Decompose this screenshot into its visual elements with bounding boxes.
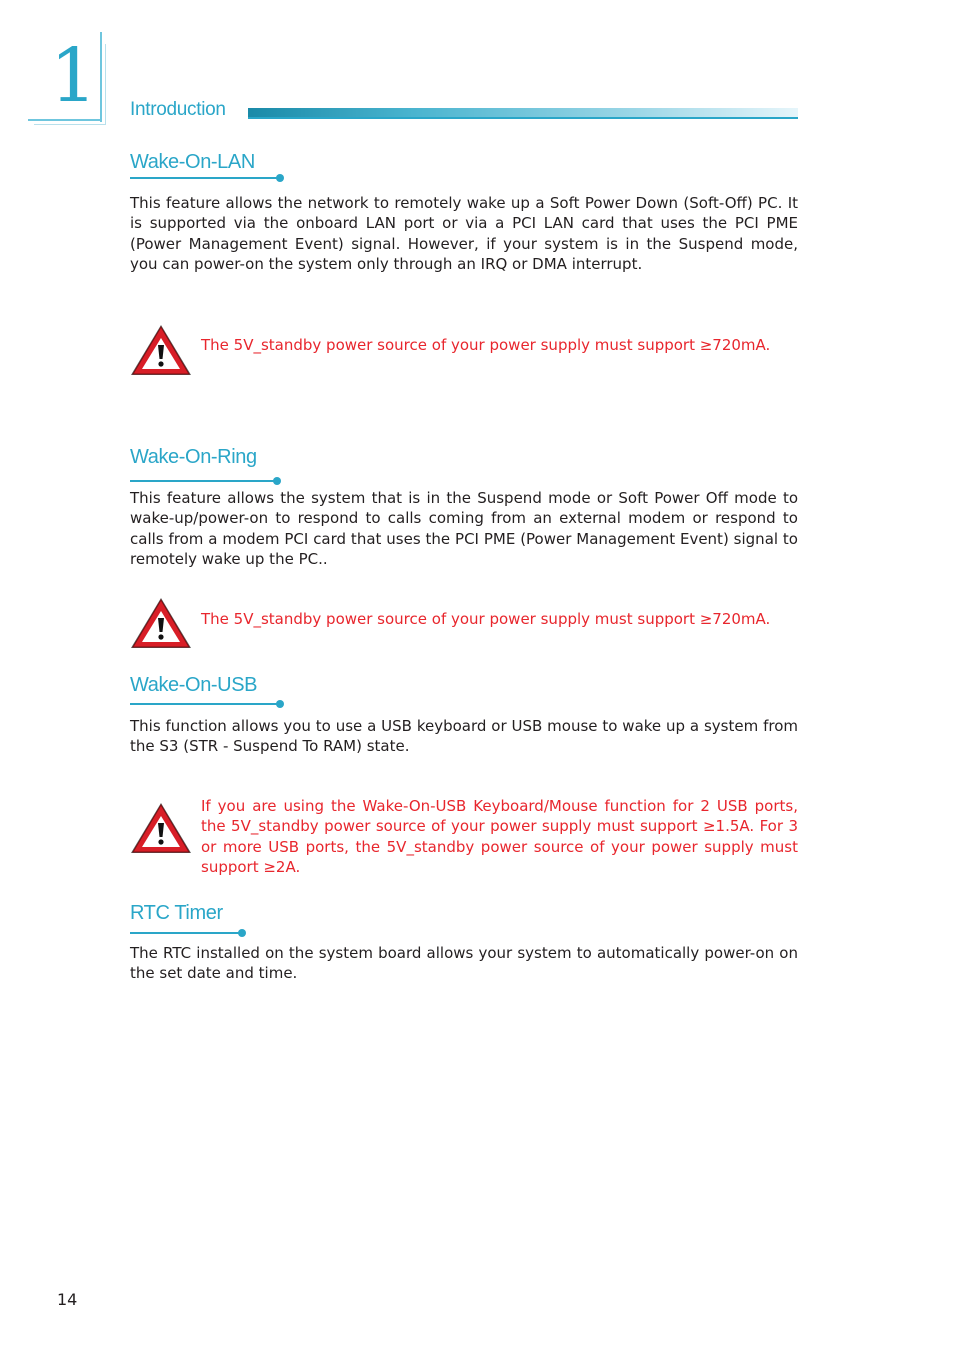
heading-rule-dot xyxy=(276,700,284,708)
heading-rule-dot xyxy=(273,477,281,485)
heading-rule xyxy=(130,177,278,179)
section-body-wake-on-lan: This feature allows the network to remotely wake up a Soft Power Down (Soft-Off) PC. It is supported via the onboard LAN port or via a PCI LAN card that uses the PCI PME (Power Management Event) signal. However, if your system is in the Suspend mode, you can power-on the system only through an IRQ or DMA interrupt. xyxy=(130,194,798,274)
warning-triangle-icon xyxy=(130,596,192,650)
section-body-wake-on-usb: This function allows you to use a USB keyboard or USB mouse to wake up a system from the S3 (STR - Suspend To RAM) state. xyxy=(130,717,798,756)
chapter-frame-line xyxy=(34,124,106,125)
section-heading-wake-on-ring: Wake-On-Ring xyxy=(130,446,257,468)
heading-rule xyxy=(130,703,280,705)
section-body-rtc-timer: The RTC installed on the system board allows your system to automatically power-on on the set date and time. xyxy=(130,944,798,983)
chapter-title-underline xyxy=(248,117,798,119)
heading-rule xyxy=(130,480,276,482)
chapter-number: 1 xyxy=(50,33,98,119)
section-body-wake-on-ring: This feature allows the system that is in the Suspend mode or Soft Power Off mode to wake-up/power-on to respond to calls coming from an external modem or respond to calls from a modem PCI card that uses the PCI PME (Power Management Event) signal to remotely wake up the PC.. xyxy=(130,489,798,569)
warning-triangle-icon xyxy=(130,801,192,855)
section-heading-wake-on-usb: Wake-On-USB xyxy=(130,674,258,696)
page-number: 14 xyxy=(57,1290,78,1309)
chapter-title-bar xyxy=(248,108,798,117)
warning-triangle-icon xyxy=(130,323,192,377)
warning-text-wake-on-lan: The 5V_standby power source of your power supply must support ≥720mA. xyxy=(201,336,771,354)
heading-rule-dot xyxy=(276,174,284,182)
heading-rule xyxy=(130,932,242,934)
chapter-title: Introduction xyxy=(130,99,226,120)
chapter-frame-line xyxy=(28,119,102,121)
warning-text-wake-on-ring: The 5V_standby power source of your power supply must support ≥720mA. xyxy=(201,610,771,628)
chapter-frame-line xyxy=(100,32,102,122)
chapter-frame-line xyxy=(105,44,106,124)
section-heading-wake-on-lan: Wake-On-LAN xyxy=(130,151,255,173)
heading-rule-dot xyxy=(238,929,246,937)
warning-text-wake-on-usb: If you are using the Wake-On-USB Keyboard/Mouse function for 2 USB ports, the 5V_standby power source of your power supply must support ≥1.5A. For 3 or more USB ports, the 5V_standby power source of your power supply must support ≥2A. xyxy=(201,797,798,877)
section-heading-rtc-timer: RTC Timer xyxy=(130,902,223,924)
